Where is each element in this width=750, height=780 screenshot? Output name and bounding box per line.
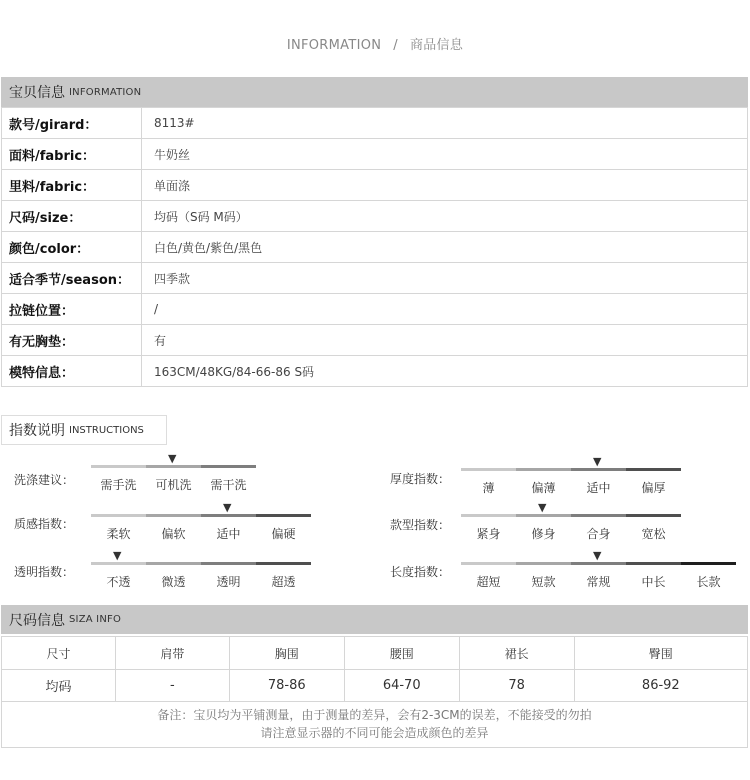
scale-option-label: 柔软 [106, 527, 131, 541]
info-value: 8113# [142, 108, 748, 139]
scale-bar [571, 562, 626, 565]
scale-option-label: 透明 [216, 575, 241, 589]
scale-bar [516, 562, 571, 565]
size-note [1, 699, 748, 748]
info-key: 拉链位置： [2, 294, 142, 325]
info-key: 模特信息： [2, 356, 142, 387]
index-label: 长度指数： [390, 565, 451, 579]
info-key: 有无胸垫： [2, 325, 142, 356]
scale-option [201, 562, 256, 590]
scale-option [256, 514, 311, 542]
scale-bar [681, 562, 736, 565]
scale-option-label: 合身 [586, 527, 611, 541]
info-row [2, 170, 748, 201]
scale-bar [146, 514, 201, 517]
info-value: 163CM/48KG/84-66-86 S码 [142, 356, 748, 387]
scale-option [146, 514, 201, 542]
scale-option [626, 562, 681, 590]
scale-option-label: 微透 [161, 575, 186, 589]
size-header-row [2, 637, 748, 670]
scale-bar [256, 562, 311, 565]
scale-bar [516, 468, 571, 471]
scale-bar [146, 465, 201, 468]
size-row [2, 670, 748, 702]
index-scale [461, 514, 681, 542]
selected-marker-icon: ▼ [223, 501, 232, 514]
selected-marker-icon: ▼ [538, 501, 547, 514]
scale-option-label: 超短 [476, 575, 501, 589]
scale-option [91, 465, 146, 493]
size-header-cell: 腰围 [344, 637, 459, 670]
scale-option-label: 适中 [586, 481, 611, 495]
scale-option-label: 需手洗 [100, 478, 137, 492]
info-value: 有 [142, 325, 748, 356]
scale-option-label: 薄 [482, 481, 495, 495]
index-label: 质感指数： [14, 517, 75, 531]
scale-option-label: 修身 [531, 527, 556, 541]
scale-bar [91, 514, 146, 517]
selected-marker-icon: ▼ [113, 549, 122, 562]
info-value: 白色/黄色/紫色/黑色 [142, 232, 748, 263]
scale-option [461, 514, 516, 542]
index-scale [91, 562, 311, 590]
scale-option [146, 465, 201, 493]
scale-option-label: 需干洗 [210, 478, 247, 492]
instructions-section-title [1, 415, 167, 445]
scale-bar [256, 514, 311, 517]
scale-option-label: 可机洗 [155, 478, 192, 492]
info-row [2, 263, 748, 294]
info-key: 款号/girard： [2, 108, 142, 139]
selected-marker-icon: ▼ [168, 452, 177, 465]
scale-bar [461, 468, 516, 471]
scale-option-label: 偏厚 [641, 481, 666, 495]
size-cell: 均码 [2, 670, 116, 702]
size-header-cell: 裙长 [459, 637, 574, 670]
instructions-title-en: INSTRUCTIONS [69, 424, 144, 436]
note-line-1: 备注：宝贝均为平铺测量，由于测量的差异，会有2-3CM的误差，不能接受的勿拍 [157, 708, 592, 722]
scale-option-label: 短款 [531, 575, 556, 589]
selected-marker-icon: ▼ [593, 455, 602, 468]
info-key: 里料/fabric： [2, 170, 142, 201]
index-label: 厚度指数： [390, 472, 451, 486]
scale-option [91, 562, 146, 590]
scale-bar [626, 562, 681, 565]
info-section-title [1, 77, 748, 107]
scale-option [201, 465, 256, 493]
info-row [2, 201, 748, 232]
info-value: / [142, 294, 748, 325]
size-table [1, 636, 748, 702]
page-header [0, 34, 750, 53]
note-line-2: 请注意显示器的不同可能会造成颜色的差异 [260, 726, 489, 740]
scale-bar [201, 465, 256, 468]
size-header-cell: 尺寸 [2, 637, 116, 670]
scale-option [626, 514, 681, 542]
size-title-cn: 尺码信息 [9, 612, 65, 629]
index-scale [461, 468, 681, 496]
scale-bar [571, 514, 626, 517]
size-cell: - [115, 670, 229, 702]
scale-option-label: 紧身 [476, 527, 501, 541]
info-value: 均码（S码 M码） [142, 201, 748, 232]
info-value: 单面涤 [142, 170, 748, 201]
scale-option [91, 514, 146, 542]
size-cell: 64-70 [344, 670, 459, 702]
index-label: 款型指数： [390, 518, 451, 532]
info-title-en: INFORMATION [69, 86, 142, 98]
info-title-cn: 宝贝信息 [9, 85, 65, 101]
size-section-title [1, 605, 748, 634]
scale-option-label: 长款 [696, 575, 721, 589]
header-separator: / [393, 38, 398, 53]
size-cell: 78-86 [229, 670, 344, 702]
header-cn: 商品信息 [409, 38, 464, 53]
scale-option [571, 468, 626, 496]
scale-option [146, 562, 201, 590]
scale-bar [626, 514, 681, 517]
scale-bar [91, 465, 146, 468]
size-title-en: SIZA INFO [69, 614, 122, 625]
scale-option [256, 562, 311, 590]
scale-bar [146, 562, 201, 565]
scale-option-label: 适中 [216, 527, 241, 541]
product-info-table [1, 107, 748, 387]
scale-option-label: 偏软 [161, 527, 186, 541]
size-header-cell: 胸围 [229, 637, 344, 670]
index-label: 洗涤建议： [14, 473, 75, 487]
scale-option [516, 562, 571, 590]
info-key: 适合季节/season： [2, 263, 142, 294]
scale-bar [461, 562, 516, 565]
info-value: 牛奶丝 [142, 139, 748, 170]
scale-option [571, 514, 626, 542]
header-en: INFORMATION [286, 38, 382, 53]
scale-option-label: 偏薄 [531, 481, 556, 495]
scale-option [626, 468, 681, 496]
info-row [2, 294, 748, 325]
scale-option-label: 中长 [641, 575, 666, 589]
scale-bar [461, 514, 516, 517]
scale-option-label: 偏硬 [271, 527, 296, 541]
info-row [2, 139, 748, 170]
size-header-cell: 肩带 [115, 637, 229, 670]
info-key: 颜色/color： [2, 232, 142, 263]
scale-option [201, 514, 256, 542]
info-row [2, 232, 748, 263]
scale-bar [91, 562, 146, 565]
scale-option [516, 468, 571, 496]
size-cell: 78 [459, 670, 574, 702]
info-key: 面料/fabric： [2, 139, 142, 170]
scale-option-label: 常规 [586, 575, 611, 589]
index-scale [461, 562, 736, 590]
info-value: 四季款 [142, 263, 748, 294]
index-label: 透明指数： [14, 565, 75, 579]
info-row [2, 325, 748, 356]
instructions-title-cn: 指数说明 [9, 423, 65, 439]
scale-bar [201, 562, 256, 565]
info-row [2, 108, 748, 139]
info-row [2, 356, 748, 387]
selected-marker-icon: ▼ [593, 549, 602, 562]
scale-bar [516, 514, 571, 517]
index-scale [91, 514, 311, 542]
scale-bar [571, 468, 626, 471]
scale-bar [626, 468, 681, 471]
scale-option-label: 不透 [106, 575, 131, 589]
scale-option [516, 514, 571, 542]
scale-option-label: 宽松 [641, 527, 666, 541]
size-cell: 86-92 [574, 670, 747, 702]
scale-option [461, 468, 516, 496]
scale-bar [201, 514, 256, 517]
scale-option-label: 超透 [271, 575, 296, 589]
scale-option [571, 562, 626, 590]
scale-option [681, 562, 736, 590]
info-key: 尺码/size： [2, 201, 142, 232]
scale-option [461, 562, 516, 590]
size-header-cell: 臀围 [574, 637, 747, 670]
index-scale [91, 465, 256, 493]
